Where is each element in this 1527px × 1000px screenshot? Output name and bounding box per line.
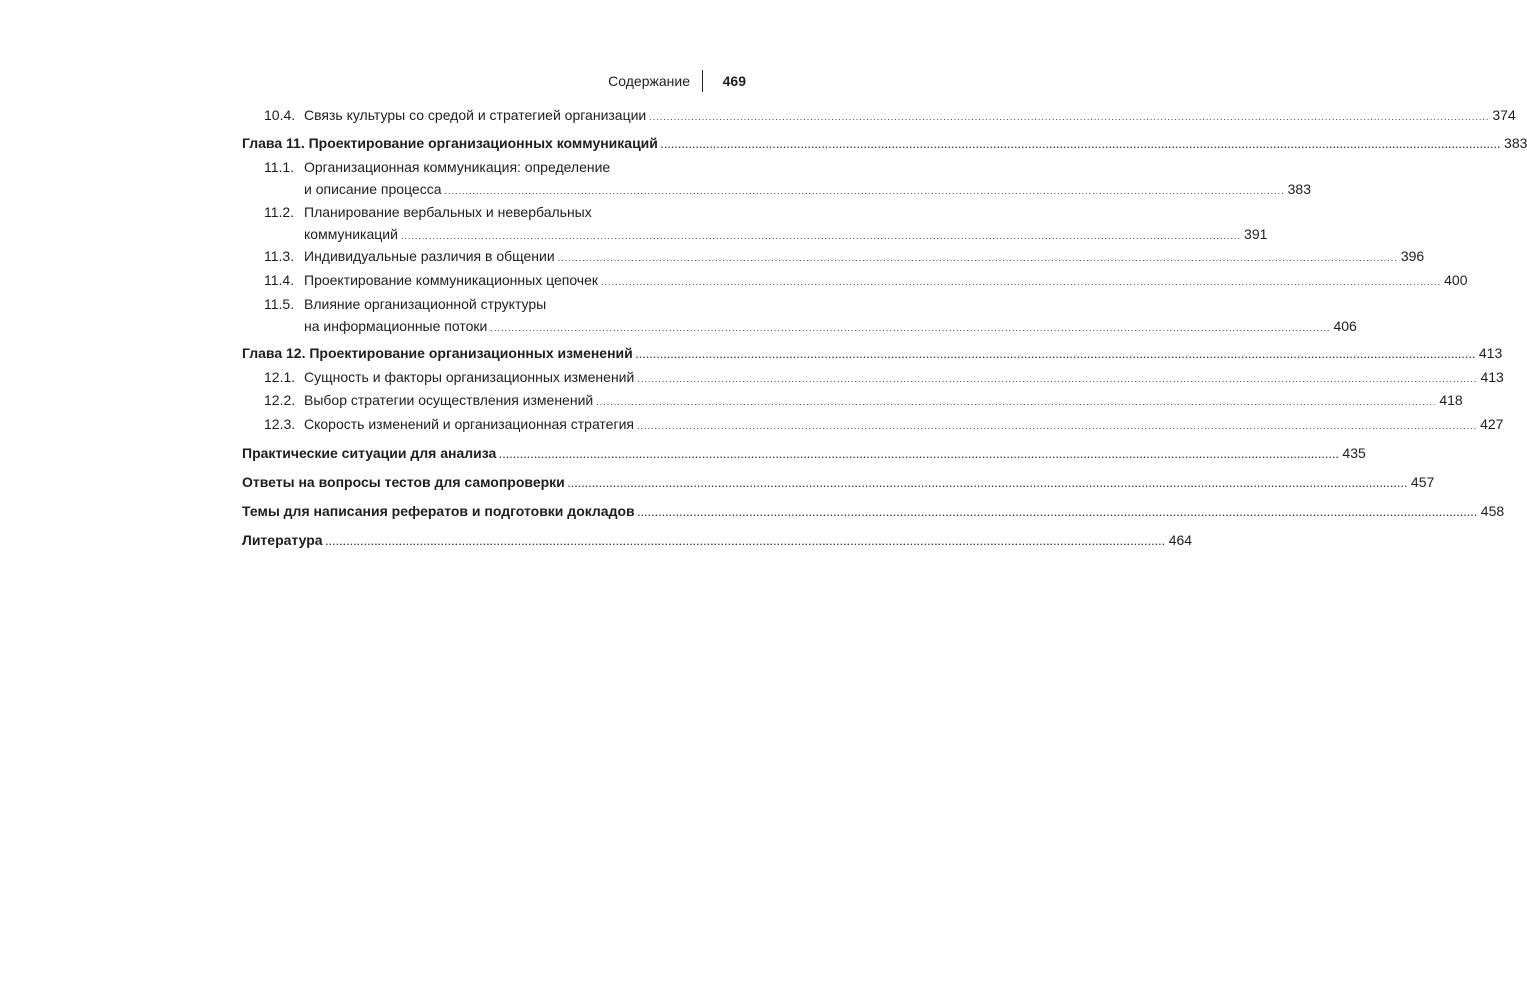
toc-section-case-studies — [242, 442, 1366, 464]
running-header — [242, 70, 746, 94]
toc-entry-title: Связь культуры со средой и стратегией организации — [304, 107, 647, 123]
toc-chapter-12 — [242, 342, 1503, 364]
toc-entry-12-2 — [242, 389, 1463, 411]
toc-entry-title-line1: Влияние организационной структуры — [304, 296, 547, 312]
dot-leader: ................................................................................................................................................................................................................................................ — [601, 277, 1442, 287]
toc-chapter-page: 383 — [1504, 135, 1527, 151]
toc-entry-12-1 — [242, 366, 1504, 388]
dot-leader: ................................................................................................................................................................................................................................................ — [325, 537, 1166, 547]
toc-section-title: Практические ситуации для анализа — [242, 445, 497, 461]
toc-entry-page: 383 — [1287, 181, 1311, 197]
toc-entry-11-2 — [242, 201, 1268, 245]
dot-leader: ................................................................................................................................................................................................................................................ — [660, 140, 1502, 150]
dot-leader: ................................................................................................................................................................................................................................................ — [636, 421, 1478, 431]
toc-section-title: Литература — [242, 532, 323, 548]
dot-leader: ................................................................................................................................................................................................................................................ — [400, 231, 1242, 241]
toc-entry-number: 12.3. — [264, 416, 296, 432]
toc-entry-page: 427 — [1480, 416, 1504, 432]
toc-entry-title-line2: на информационные потоки — [304, 318, 488, 334]
toc-entry-number: 10.4. — [264, 107, 296, 123]
header-title: Содержание — [608, 73, 690, 89]
dot-leader: ................................................................................................................................................................................................................................................ — [637, 374, 1478, 384]
toc-entry-title: Выбор стратегии осуществления изменений — [304, 392, 594, 408]
dot-leader: ................................................................................................................................................................................................................................................ — [557, 253, 1398, 263]
toc-entry-11-5 — [242, 293, 1357, 337]
dot-leader: ................................................................................................................................................................................................................................................ — [635, 350, 1476, 360]
toc-entry-11-1 — [242, 156, 1311, 200]
toc-entry-number: 12.2. — [264, 392, 296, 408]
toc-entry-10-4 — [242, 104, 1516, 126]
toc-entry-title-line1: Планирование вербальных и невербальных — [304, 204, 592, 220]
header-page-number: 469 — [722, 73, 746, 89]
toc-entry-page: 391 — [1244, 226, 1268, 242]
dot-leader: ................................................................................................................................................................................................................................................ — [499, 450, 1340, 460]
toc-entry-11-4 — [242, 269, 1468, 291]
toc-section-answers — [242, 471, 1435, 493]
toc-chapter-title: Глава 12. Проектирование организационных изменений — [242, 345, 633, 361]
toc-entry-page: 374 — [1492, 107, 1516, 123]
toc-entry-12-3 — [242, 413, 1504, 435]
toc-entry-number: 11.1. — [264, 159, 295, 175]
toc-chapter-11 — [242, 132, 1527, 154]
dot-leader: ................................................................................................................................................................................................................................................ — [444, 186, 1285, 196]
toc-section-page: 457 — [1410, 474, 1435, 490]
toc-entry-title: Индивидуальные различия в общении — [304, 248, 555, 264]
toc-entry-page: 418 — [1439, 392, 1463, 408]
toc-entry-page: 413 — [1480, 369, 1504, 385]
toc-entry-title-line2: коммуникаций — [304, 226, 398, 242]
toc-section-page: 435 — [1342, 445, 1366, 461]
dot-leader: ................................................................................................................................................................................................................................................ — [637, 508, 1478, 518]
toc-entry-number: 11.4. — [264, 272, 295, 288]
dot-leader: ................................................................................................................................................................................................................................................ — [596, 397, 1437, 407]
toc-section-title: Ответы на вопросы тестов для самопроверки — [242, 474, 565, 490]
toc-section-page: 464 — [1168, 532, 1193, 548]
toc-entry-page: 406 — [1333, 318, 1357, 334]
toc-entry-page: 400 — [1444, 272, 1468, 288]
toc-entry-number: 11.2. — [264, 204, 295, 220]
toc-entry-title: Скорость изменений и организационная стратегия — [304, 416, 634, 432]
dot-leader: ................................................................................................................................................................................................................................................ — [567, 479, 1408, 489]
toc-entry-title: Проектирование коммуникационных цепочек — [304, 272, 598, 288]
toc-entry-11-3 — [242, 245, 1425, 267]
toc-entry-title: Сущность и факторы организационных изменений — [304, 369, 635, 385]
toc-entry-number: 12.1. — [264, 369, 296, 385]
toc-section-title: Темы для написания рефератов и подготовки докладов — [242, 503, 635, 519]
toc-entry-page: 396 — [1400, 248, 1425, 264]
toc-chapter-title: Глава 11. Проектирование организационных коммуникаций — [242, 135, 658, 151]
toc-entry-title-line2: и описание процесса — [304, 181, 442, 197]
toc-entry-number: 11.5. — [264, 296, 295, 312]
toc-chapter-page: 413 — [1478, 345, 1503, 361]
toc-section-references — [242, 529, 1193, 551]
toc-section-topics — [242, 500, 1505, 522]
header-separator — [702, 70, 703, 92]
toc-entry-title-line1: Организационная коммуникация: определение — [304, 159, 611, 175]
dot-leader: ................................................................................................................................................................................................................................................ — [649, 112, 1490, 122]
dot-leader: ................................................................................................................................................................................................................................................ — [490, 323, 1331, 333]
toc-section-page: 458 — [1480, 503, 1505, 519]
toc-entry-number: 11.3. — [264, 248, 295, 264]
